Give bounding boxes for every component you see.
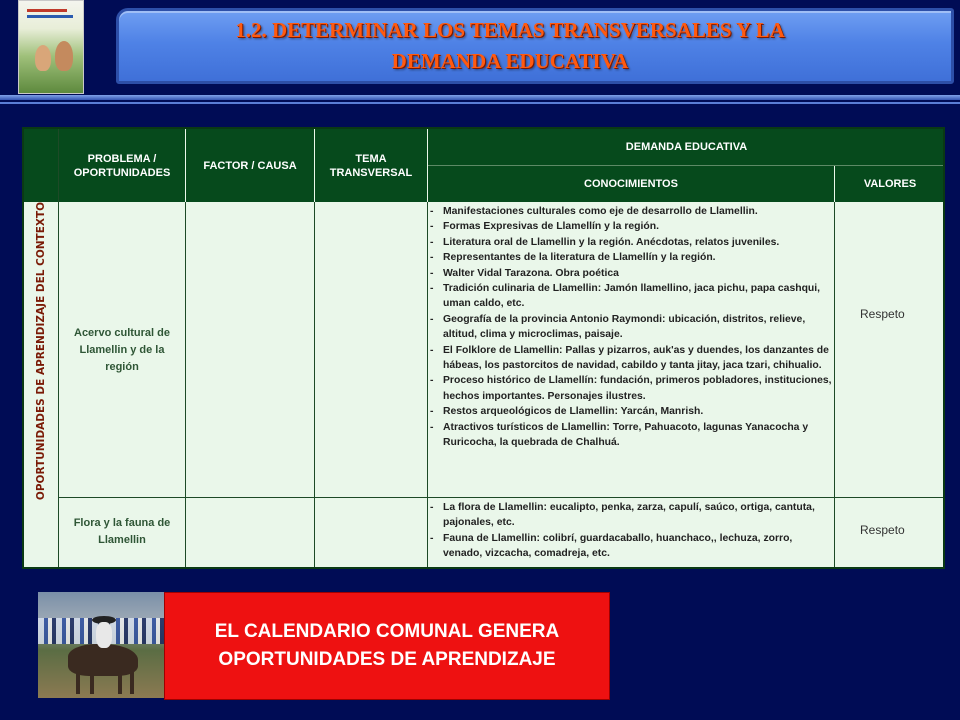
header-tema-line1: TEMA	[355, 152, 387, 165]
header-demanda-label: DEMANDA EDUCATIVA	[625, 141, 748, 153]
list-item-text: El Folklore de Llamellin: Pallas y pizarros, auk'as y duendes, los danzantes de hábeas, los pastorcitos de navidad, cabildo y tanta jitay, jaca tzari, chihualio.	[443, 344, 829, 372]
list-item-text: Manifestaciones culturales como eje de desarrollo de Llamellin.	[443, 206, 758, 217]
column-divider	[834, 202, 835, 569]
list-item: - Walter Vidal Tarazona. Obra poética	[430, 267, 619, 279]
row2-problema	[59, 515, 185, 549]
header-valores	[835, 166, 945, 202]
header-divider	[0, 95, 960, 100]
header-factor	[186, 129, 314, 202]
row1-conocimientos-list	[428, 204, 833, 451]
child-figure	[35, 45, 51, 71]
list-item: - Tradición culinaria de Llamellin: Jamón llamellino, jaca pichu, papa cashqui, uman caldo, etc.	[430, 283, 821, 310]
horse-rider-photo	[38, 592, 164, 698]
header-divider-thin	[0, 102, 960, 104]
list-item-text: Proceso histórico de Llamellín: fundación, primeros pobladores, instituciones, hechos importantes. Personajes ilustres.	[443, 375, 832, 402]
row1-problema	[59, 325, 185, 376]
list-item-text: Geografía de la provincia Antonio Raymondi: ubicación, distritos, relieve, altitud, clima y microclimas, paisaje.	[443, 313, 806, 341]
column-divider	[314, 202, 315, 569]
slide-title	[150, 15, 870, 77]
list-item-text: Restos arqueológicos de Llamellin: Yarcán, Manrish.	[443, 406, 704, 418]
calendario-banner	[164, 592, 610, 700]
list-item: - Representantes de la literatura de Llamellín y la región.	[430, 252, 716, 264]
header-valores-label: VALORES	[863, 178, 917, 190]
title-line-1: 1.2. DETERMINAR LOS TEMAS TRANSVERSALES Y LA	[235, 18, 785, 42]
header-tema	[315, 129, 427, 202]
list-item: - El Folklore de Llamellin: Pallas y pizarros, auk'as y duendes, los danzantes de hábeas, los pastorcitos de navidad, cabildo y tanta jitay, jaca tzari, chihualio.	[430, 344, 829, 372]
list-item: - Formas Expresivas de Llamellín y la región.	[430, 221, 659, 233]
header-factor-label: FACTOR / CAUSA	[203, 160, 297, 172]
problema-line: Llamellin	[98, 534, 146, 546]
list-item-text: Representantes de la literatura de Llamellín y la región.	[443, 252, 716, 264]
list-item: - La flora de Llamellin: eucalipto, penka, zarza, capulí, saúco, ortiga, cantuta, pajonales, etc.	[430, 502, 815, 529]
list-item-text: Tradición culinaria de Llamellin: Jamón llamellino, jaca pichu, papa cashqui, uman caldo, etc.	[443, 283, 821, 310]
banner-line-1: EL CALENDARIO COMUNAL GENERA	[214, 621, 560, 642]
horse-leg	[118, 672, 122, 694]
list-item: - Restos arqueológicos de Llamellin: Yarcán, Manrish.	[430, 406, 704, 418]
header-demanda	[428, 129, 945, 165]
list-item: - Fauna de Llamellin: colibrí, guardacaballo, huanchaco,, lechuza, zorro, venado, vizcacha, comadreja, etc.	[430, 532, 793, 560]
side-label: OPORTUNIDADES DE APRENDIZAJE DEL CONTEXTO	[35, 201, 47, 501]
problema-line: Llamellin y de la	[79, 344, 165, 356]
list-item: - Proceso histórico de Llamellín: fundación, primeros pobladores, instituciones, hechos importantes. Personajes ilustres.	[430, 375, 832, 402]
horse-leg	[76, 672, 80, 694]
title-line-2: DEMANDA EDUCATIVA	[391, 49, 629, 73]
list-item-text: La flora de Llamellin: eucalipto, penka, zarza, capulí, saúco, ortiga, cantuta, pajonales, etc.	[443, 502, 815, 529]
list-item: - Manifestaciones culturales como eje de desarrollo de Llamellin.	[430, 206, 758, 217]
header-problema	[59, 129, 185, 202]
header-conocimientos	[428, 166, 834, 202]
column-divider	[185, 202, 186, 569]
row2-valor: Respeto	[860, 523, 905, 537]
problema-line: Acervo cultural de	[74, 327, 170, 339]
child-figure	[55, 41, 73, 71]
list-item: - Geografía de la provincia Antonio Raymondi: ubicación, distritos, relieve, altitud, clima y microclimas, paisaje.	[430, 313, 806, 341]
row-divider	[58, 497, 945, 498]
list-item: - Literatura oral de Llamellin y la región. Anécdotas, relatos juveniles.	[430, 236, 780, 248]
list-item: - Atractivos turísticos de Llamellin: Torre, Pahuacoto, lagunas Yanacocha y Ruricocha, la quebrada de Chalhuá.	[430, 421, 809, 449]
horse-leg	[130, 672, 134, 694]
row2-conocimientos-list	[428, 500, 833, 562]
header-divider-line	[428, 165, 945, 166]
horse-leg	[90, 672, 94, 694]
rider-graphic	[96, 622, 112, 648]
list-item-text: Atractivos turísticos de Llamellin: Torre, Pahuacoto, lagunas Yanacocha y Ruricocha, la quebrada de Chalhuá.	[443, 421, 809, 449]
header-tema-line2: TRANSVERSAL	[329, 166, 413, 179]
cover-title-line	[27, 9, 67, 12]
demanda-educativa-table	[22, 127, 945, 569]
list-item-text: Formas Expresivas de Llamellín y la región.	[443, 221, 659, 233]
row1-valor: Respeto	[860, 307, 905, 321]
list-item-text: Walter Vidal Tarazona. Obra poética	[443, 267, 619, 279]
header-problema-line1: PROBLEMA /	[87, 152, 157, 165]
list-item-text: Literatura oral de Llamellin y la región. Anécdotas, relatos juveniles.	[443, 236, 780, 248]
document-cover-thumbnail	[18, 0, 84, 94]
problema-line: Flora y la fauna de	[73, 517, 171, 529]
header-problema-line2: OPORTUNIDADES	[73, 166, 171, 179]
header-conocimientos-label: CONOCIMIENTOS	[584, 178, 678, 190]
banner-line-2: OPORTUNIDADES DE APRENDIZAJE	[218, 649, 556, 670]
problema-line: región	[105, 361, 139, 373]
banner-text	[215, 618, 559, 674]
list-item-text: Fauna de Llamellin: colibrí, guardacaballo, huanchaco,, lechuza, zorro, venado, vizcacha, comadreja, etc.	[443, 532, 793, 560]
cover-title-line	[27, 15, 73, 18]
